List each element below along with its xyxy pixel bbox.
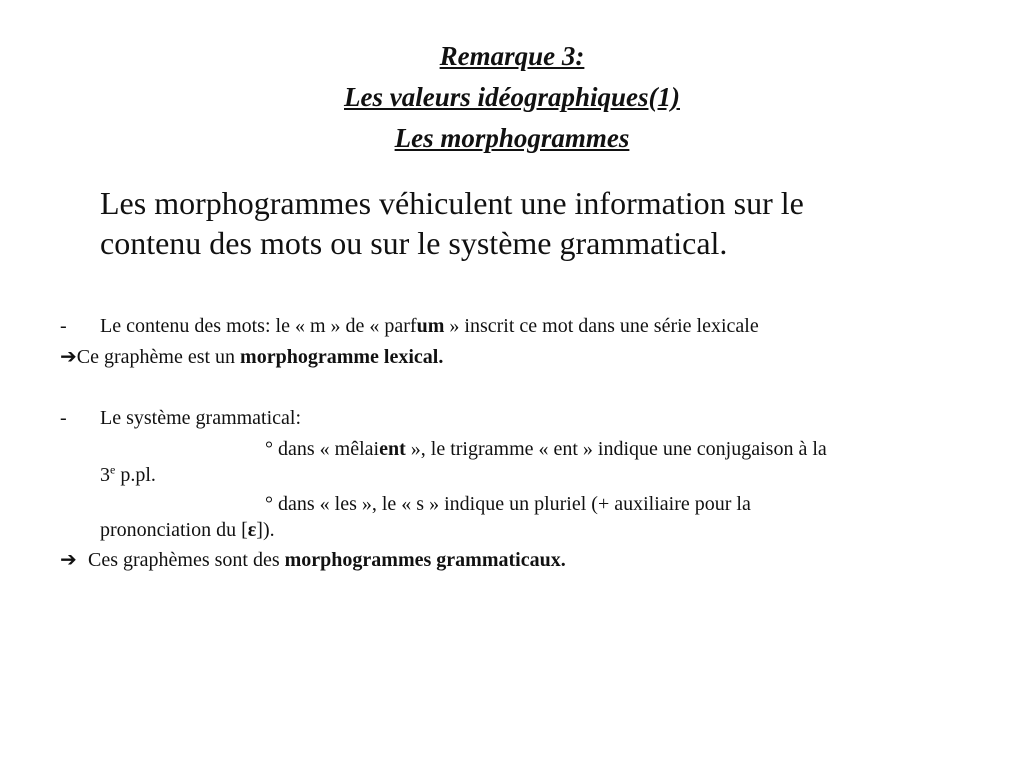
intro-line-2: contenu des mots ou sur le système grammatical. (100, 225, 728, 261)
bullet-dash: - (60, 407, 67, 429)
intro-paragraph (100, 183, 980, 263)
arrow-icon: ➔ (60, 346, 77, 368)
title-line-3: Les morphogrammes (394, 123, 630, 153)
sub-item-pluriel: ° dans « les », le « s » indique un pluriel (+ auxiliaire pour la (265, 493, 751, 515)
title-line-2: Les valeurs idéographiques(1) (344, 82, 680, 112)
bullet-text: Le contenu des mots: le « m » de « parfum » inscrit ce mot dans une série lexicale (100, 315, 759, 337)
emphasis-lexical: morphogramme lexical. (240, 346, 444, 368)
emphasis-grammatical: morphogrammes grammaticaux. (284, 549, 566, 571)
sub-item-pluriel-cont: prononciation du [ε]). (100, 519, 275, 541)
arrow-icon: ➔ (60, 549, 77, 571)
sub-item-conjugaison-cont: 3e p.pl. (100, 462, 156, 486)
bullet-text: Le système grammatical: (100, 407, 302, 429)
bullet-dash: - (60, 315, 67, 337)
conclusion-lexical: ➔Ce graphème est un morphogramme lexical. (60, 346, 444, 368)
sub-item-conjugaison: ° dans « mêlaient », le trigramme « ent » indique une conjugaison à la (265, 438, 827, 460)
title-line-1: Remarque 3: (439, 41, 585, 71)
slide-title (0, 36, 1024, 159)
intro-line-1: Les morphogrammes véhiculent une information sur le (100, 185, 804, 221)
conclusion-grammatical: ➔ Ces graphèmes sont des morphogrammes grammaticaux. (60, 549, 566, 571)
